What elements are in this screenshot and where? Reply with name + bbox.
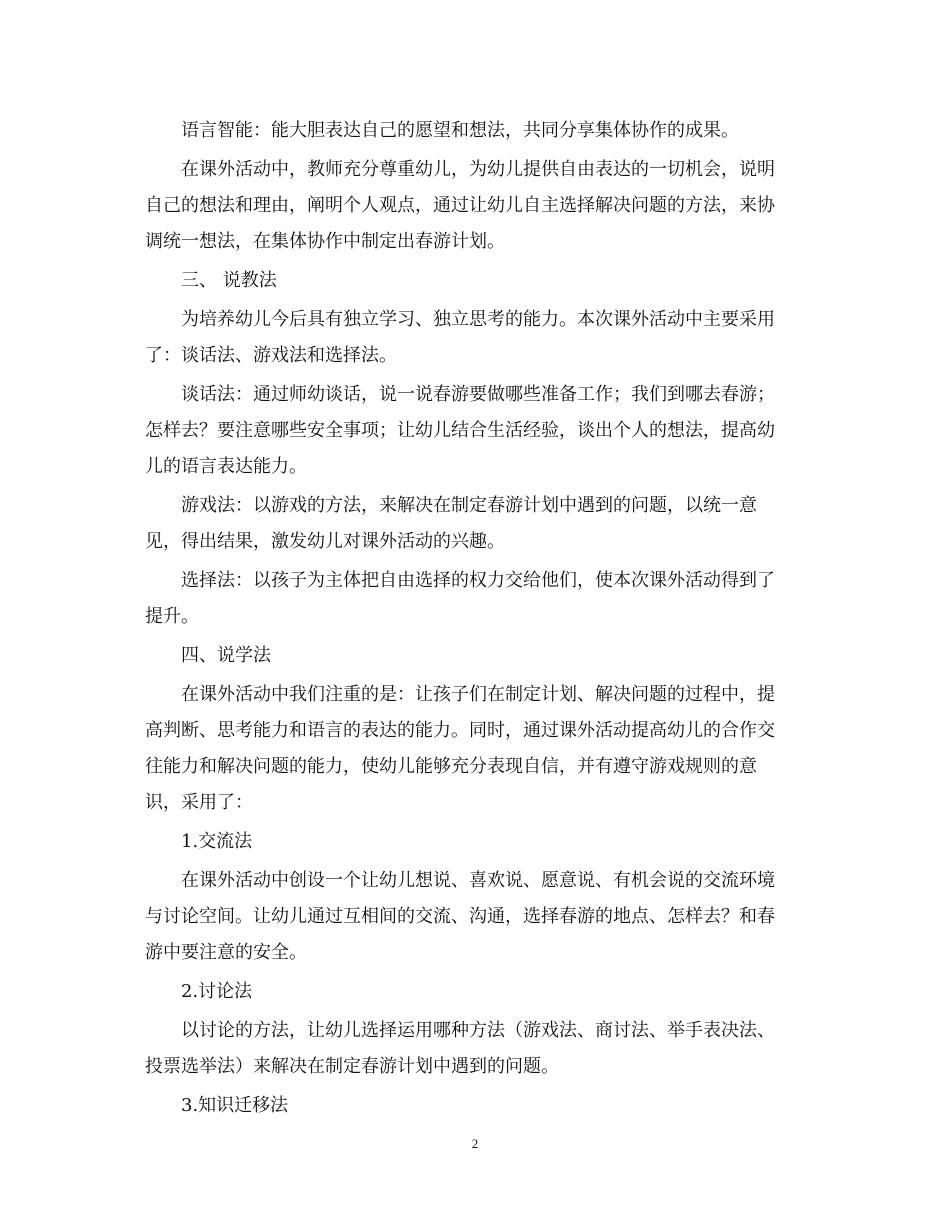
subsection-heading: 3.知识迁移法 bbox=[181, 1095, 289, 1116]
section-heading: 四、说学法 bbox=[181, 645, 271, 666]
paragraph-line: 游中要注意的安全。 bbox=[145, 942, 307, 963]
paragraph-line: 怎样去？要注意哪些安全事项；让幼儿结合生活经验，谈出个人的想法，提高幼 bbox=[145, 420, 775, 441]
paragraph-line: 儿的语言表达能力。 bbox=[145, 456, 307, 477]
paragraph-line: 以讨论的方法，让幼儿选择运用哪种方法（游戏法、商讨法、举手表决法、 bbox=[181, 1020, 775, 1041]
paragraph-line: 往能力和解决问题的能力，使幼儿能够充分表现自信，并有遵守游戏规则的意 bbox=[145, 756, 757, 777]
paragraph-line: 识，采用了： bbox=[145, 792, 253, 813]
paragraph-line: 在课外活动中我们注重的是：让孩子们在制定计划、解决问题的过程中，提 bbox=[181, 684, 775, 705]
page-body bbox=[145, 113, 803, 1124]
subsection-heading: 1.交流法 bbox=[181, 831, 253, 852]
paragraph-line: 为培养幼儿今后具有独立学习、独立思考的能力。本次课外活动中主要采用 bbox=[181, 309, 775, 330]
paragraph-line: 调统一想法，在集体协作中制定出春游计划。 bbox=[145, 231, 505, 252]
page-number: 2 bbox=[471, 1136, 479, 1151]
subsection-heading: 2.讨论法 bbox=[181, 981, 253, 1002]
paragraph-line: 提升。 bbox=[145, 606, 199, 627]
paragraph-line: 在课外活动中，教师充分尊重幼儿，为幼儿提供自由表达的一切机会，说明 bbox=[181, 159, 775, 180]
paragraph-line: 选择法：以孩子为主体把自由选择的权力交给他们，使本次课外活动得到了 bbox=[181, 570, 775, 591]
paragraph-line: 在课外活动中创设一个让幼儿想说、喜欢说、愿意说、有机会说的交流环境 bbox=[181, 870, 775, 891]
paragraph-line: 与讨论空间。让幼儿通过互相间的交流、沟通，选择春游的地点、怎样去？和春 bbox=[145, 906, 775, 927]
paragraph-line: 投票选举法）来解决在制定春游计划中遇到的问题。 bbox=[145, 1056, 559, 1077]
paragraph-line: 见，得出结果，激发幼儿对课外活动的兴趣。 bbox=[145, 531, 505, 552]
paragraph-line: 自己的想法和理由，阐明个人观点，通过让幼儿自主选择解决问题的方法，来协 bbox=[145, 195, 775, 216]
paragraph-line: 谈话法：通过师幼谈话，说一说春游要做哪些准备工作；我们到哪去春游； bbox=[181, 384, 775, 405]
paragraph-line: 游戏法：以游戏的方法，来解决在制定春游计划中遇到的问题，以统一意 bbox=[181, 495, 757, 516]
paragraph-line: 语言智能：能大胆表达自己的愿望和想法，共同分享集体协作的成果。 bbox=[181, 120, 739, 141]
paragraph-line: 高判断、思考能力和语言的表达的能力。同时，通过课外活动提高幼儿的合作交 bbox=[145, 720, 775, 741]
paragraph-line: 了：谈话法、游戏法和选择法。 bbox=[145, 345, 397, 366]
section-heading: 三、 说教法 bbox=[181, 270, 277, 291]
